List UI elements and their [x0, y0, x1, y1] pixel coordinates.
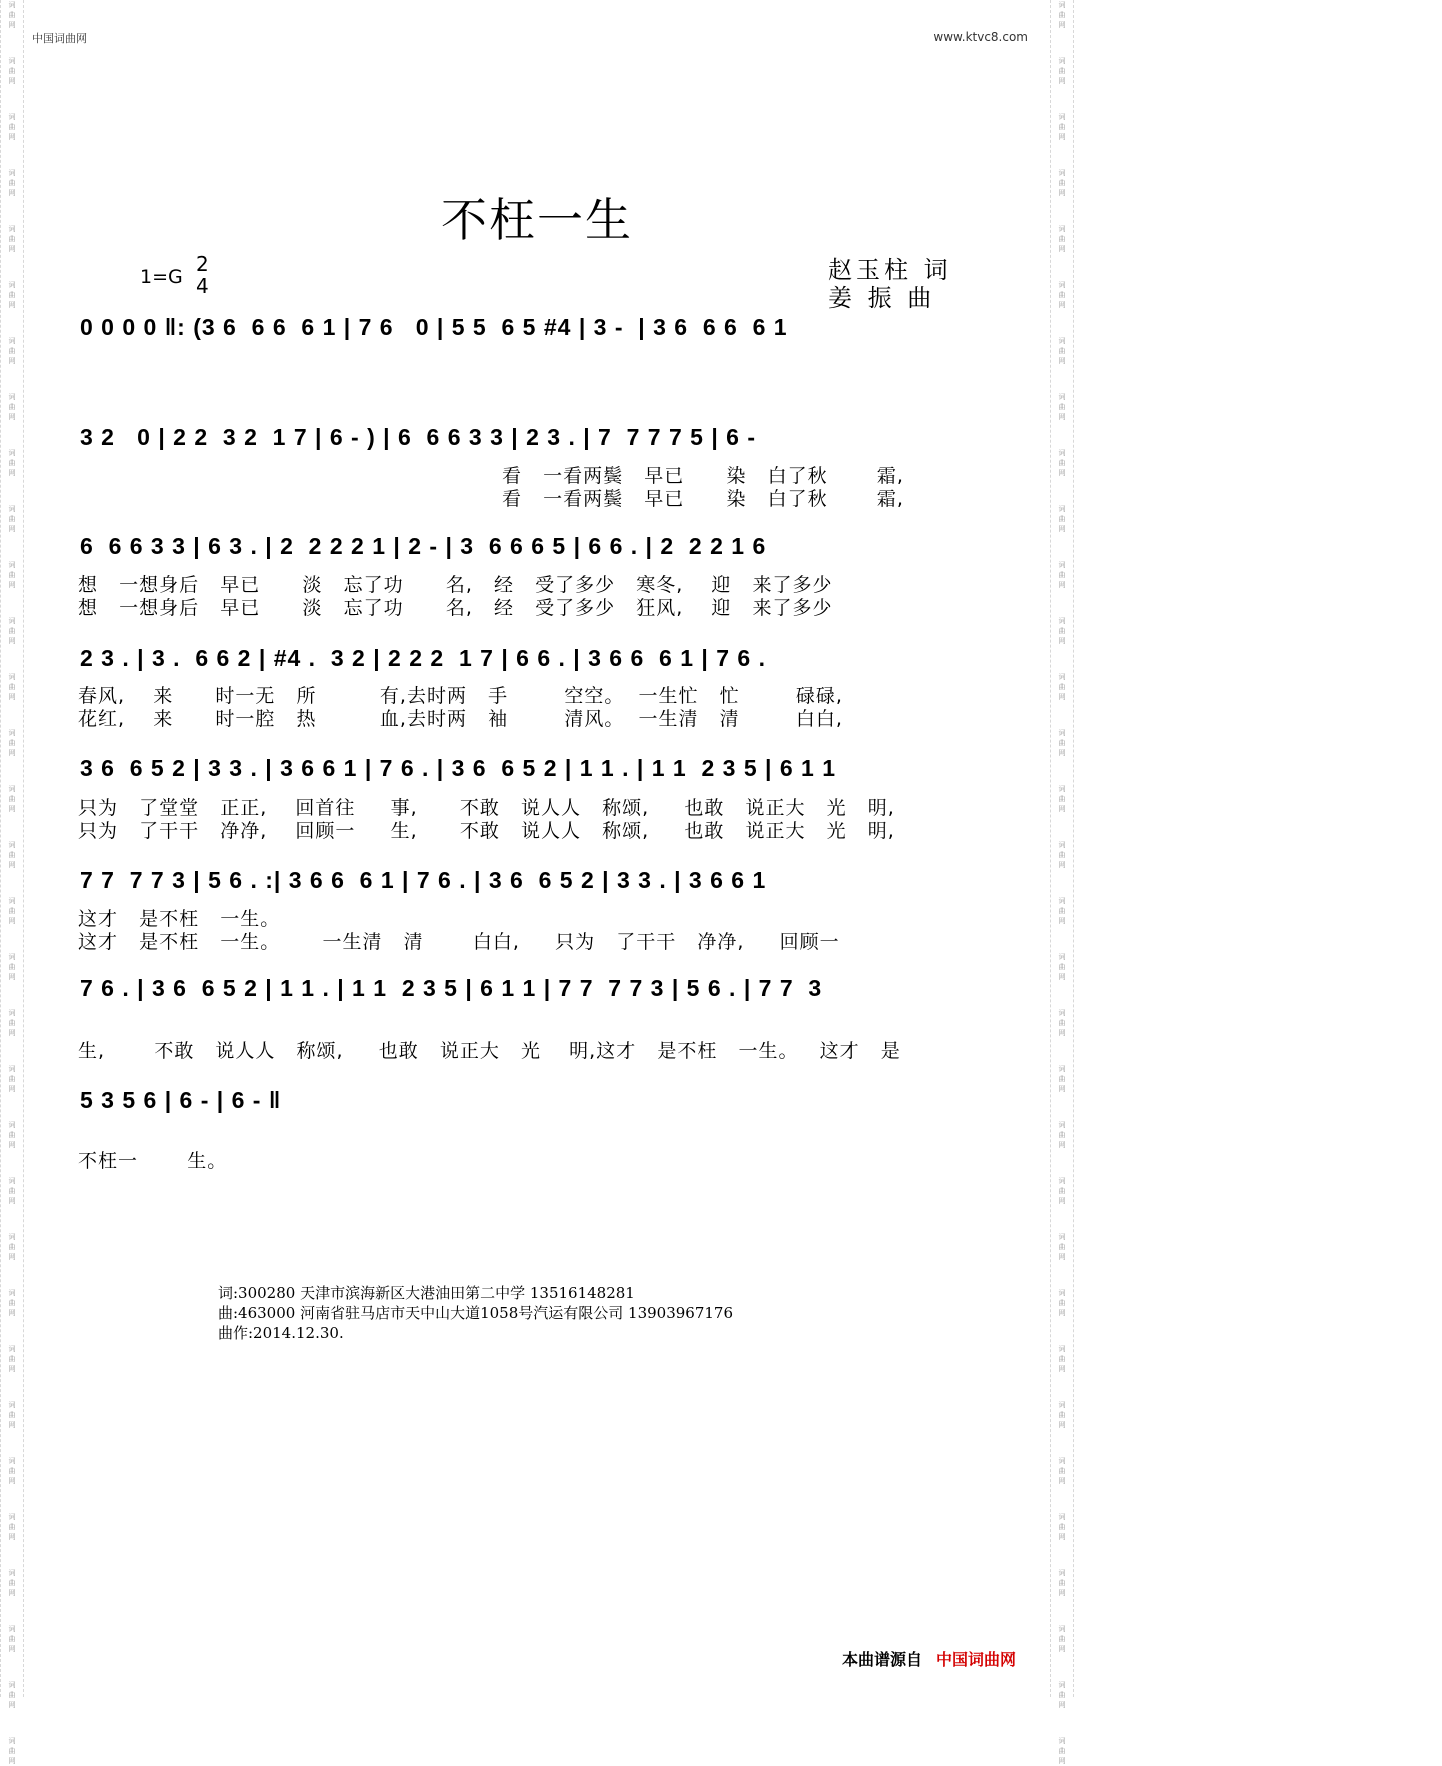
- watermark-text: 词 曲 网: [8, 1457, 16, 1485]
- watermark-text: 词 曲 网: [1058, 505, 1066, 533]
- watermark-text: 词 曲 网: [1058, 1, 1066, 29]
- lyric-row-5-verse-1: 这才 是不枉 一生。: [78, 908, 281, 930]
- watermark-text: 词 曲 网: [8, 1065, 16, 1093]
- left-watermark-strip: [0, 0, 24, 1765]
- watermark-text: 词 曲 网: [8, 225, 16, 253]
- watermark-text: 词 曲 网: [8, 561, 16, 589]
- meter-bottom: 4: [196, 274, 209, 298]
- staff-row-6: 7 7 7 7 3 | 5 6 . :| 3 6 6 6 1 | 7 6 . | 3 6 6 5 2 | 3 3 . | 3 6 6 1: [80, 867, 767, 893]
- watermark-text: 词 曲 网: [8, 113, 16, 141]
- watermark-text: 词 曲 网: [1058, 1121, 1066, 1149]
- watermark-text: 词 曲 网: [8, 729, 16, 757]
- staff-row-2: 3 2 0 | 2 2 3 2 1 7 | 6 - ) | 6 6 6 3 3 | 2 3 . | 7 7 7 7 5 | 6 -: [80, 424, 757, 450]
- watermark-text: 词 曲 网: [8, 1625, 16, 1653]
- watermark-text: 词 曲 网: [1058, 225, 1066, 253]
- key-signature: 1=G: [140, 266, 183, 288]
- time-signature: [196, 253, 209, 297]
- watermark-text: 词 曲 网: [8, 449, 16, 477]
- watermark-text: 词 曲 网: [8, 617, 16, 645]
- watermark-text: 词 曲 网: [8, 393, 16, 421]
- watermark-text: 词 曲 网: [8, 57, 16, 85]
- watermark-text: 词 曲 网: [1058, 1065, 1066, 1093]
- staff-row-4: 2 3 . | 3 . 6 6 2 | #4 . 3 2 | 2 2 2 1 7 | 6 6 . | 3 6 6 6 1 | 7 6 .: [80, 645, 766, 671]
- lyric-row-5-verse-2: 这才 是不枉 一生。 一生清 清 白白, 只为 了干干 净净, 回顾一: [78, 931, 840, 953]
- lyric-row-7: 不枉一 生。: [78, 1150, 228, 1172]
- watermark-text: 词 曲 网: [1058, 1737, 1066, 1765]
- watermark-text: 词 曲 网: [8, 505, 16, 533]
- source-label: 本曲谱源自: [841, 1650, 922, 1669]
- watermark-text: 词 曲 网: [1058, 1289, 1066, 1317]
- watermark-text: 词 曲 网: [1058, 1681, 1066, 1709]
- lyric-row-4-verse-1: 只为 了堂堂 正正, 回首往 事, 不敢 说人人 称颂, 也敢 说正大 光 明,: [78, 797, 895, 819]
- watermark-text: 词 曲 网: [8, 1121, 16, 1149]
- watermark-text: 词 曲 网: [8, 673, 16, 701]
- watermark-text: 词 曲 网: [1058, 449, 1066, 477]
- contact-info: [218, 1283, 733, 1343]
- watermark-text: 词 曲 网: [1058, 1401, 1066, 1429]
- right-watermark-strip: [1050, 0, 1074, 1765]
- lyric-row-2-verse-1: 想 一想身后 早已 淡 忘了功 名, 经 受了多少 寒冬, 迎 来了多少: [78, 574, 833, 596]
- lyric-row-4-verse-2: 只为 了干干 净净, 回顾一 生, 不敢 说人人 称颂, 也敢 说正大 光 明,: [78, 820, 895, 842]
- lyricist-contact: 词:300280 天津市滨海新区大港油田第二中学 13516148281: [218, 1284, 635, 1302]
- lyric-row-3-verse-2: 花红, 来 时一腔 热 血,去时两 袖 清风。 一生清 清 白白,: [78, 708, 843, 730]
- lyric-row-6: 生, 不敢 说人人 称颂, 也敢 说正大 光 明,这才 是不枉 一生。 这才 是: [78, 1040, 901, 1062]
- watermark-text: 词 曲 网: [8, 841, 16, 869]
- watermark-text: 词 曲 网: [1058, 393, 1066, 421]
- watermark-text: 词 曲 网: [8, 897, 16, 925]
- lyric-row-1-verse-1: 看 一看两鬓 早已 染 白了秋 霜,: [502, 465, 904, 487]
- watermark-text: 词 曲 网: [8, 1681, 16, 1709]
- lyricist-credit: 赵玉柱 词: [828, 256, 952, 284]
- composer-contact: 曲:463000 河南省驻马店市天中山大道1058号汽运有限公司 13903967176: [218, 1304, 734, 1322]
- watermark-text: 词 曲 网: [1058, 1625, 1066, 1653]
- watermark-text: 词 曲 网: [8, 953, 16, 981]
- watermark-text: 词 曲 网: [8, 1009, 16, 1037]
- watermark-text: 词 曲 网: [8, 337, 16, 365]
- watermark-text: 词 曲 网: [1058, 729, 1066, 757]
- staff-row-5: 3 6 6 5 2 | 3 3 . | 3 6 6 1 | 7 6 . | 3 6 6 5 2 | 1 1 . | 1 1 2 3 5 | 6 1 1: [80, 755, 836, 781]
- watermark-text: 词 曲 网: [1058, 57, 1066, 85]
- watermark-text: 词 曲 网: [8, 1401, 16, 1429]
- source-credit: [842, 1647, 1016, 1670]
- source-brand-link[interactable]: 中国词曲网: [935, 1650, 1016, 1669]
- watermark-text: 词 曲 网: [1058, 1233, 1066, 1261]
- watermark-text: 词 曲 网: [1058, 1569, 1066, 1597]
- watermark-text: 词 曲 网: [1058, 897, 1066, 925]
- watermark-text: 词 曲 网: [1058, 1345, 1066, 1373]
- watermark-text: 词 曲 网: [1058, 1177, 1066, 1205]
- song-title: 不枉一生: [441, 193, 633, 247]
- site-watermark-right: www.ktvc8.com: [933, 30, 1028, 44]
- staff-row-8: 5 3 5 6 | 6 - | 6 - ‖: [80, 1087, 282, 1113]
- watermark-text: 词 曲 网: [8, 169, 16, 197]
- watermark-text: 词 曲 网: [8, 1177, 16, 1205]
- watermark-text: 词 曲 网: [8, 1513, 16, 1541]
- site-watermark-left: 中国词曲网: [32, 32, 87, 45]
- watermark-text: 词 曲 网: [1058, 841, 1066, 869]
- watermark-text: 词 曲 网: [8, 281, 16, 309]
- staff-row-3: 6 6 6 3 3 | 6 3 . | 2 2 2 2 1 | 2 - | 3 6 6 6 5 | 6 6 . | 2 2 2 1 6: [80, 533, 767, 559]
- watermark-text: 词 曲 网: [8, 1289, 16, 1317]
- staff-row-1: 0 0 0 0 ‖: (3 6 6 6 6 1 | 7 6 0 | 5 5 6 5 #4 | 3 - | 3 6 6 6 6 1: [80, 314, 788, 340]
- staff-row-7: 7 6 . | 3 6 6 5 2 | 1 1 . | 1 1 2 3 5 | 6 1 1 | 7 7 7 7 3 | 5 6 . | 7 7 3: [80, 975, 823, 1001]
- watermark-text: 词 曲 网: [1058, 113, 1066, 141]
- watermark-text: 词 曲 网: [1058, 673, 1066, 701]
- watermark-text: 词 曲 网: [1058, 785, 1066, 813]
- watermark-text: 词 曲 网: [1058, 1457, 1066, 1485]
- watermark-text: 词 曲 网: [8, 1345, 16, 1373]
- watermark-text: 词 曲 网: [1058, 281, 1066, 309]
- watermark-text: 词 曲 网: [1058, 617, 1066, 645]
- watermark-text: 词 曲 网: [8, 785, 16, 813]
- lyric-row-2-verse-2: 想 一想身后 早已 淡 忘了功 名, 经 受了多少 狂风, 迎 来了多少: [78, 597, 833, 619]
- composer-credit: 姜 振 曲: [828, 284, 936, 312]
- lyric-row-1-verse-2: 看 一看两鬓 早已 染 白了秋 霜,: [502, 488, 904, 510]
- watermark-text: 词 曲 网: [8, 1233, 16, 1261]
- lyric-row-3-verse-1: 春风, 来 时一无 所 有,去时两 手 空空。 一生忙 忙 碌碌,: [78, 685, 843, 707]
- watermark-text: 词 曲 网: [1058, 561, 1066, 589]
- watermark-text: 词 曲 网: [1058, 953, 1066, 981]
- watermark-text: 词 曲 网: [1058, 169, 1066, 197]
- watermark-text: 词 曲 网: [1058, 1513, 1066, 1541]
- watermark-text: 词 曲 网: [1058, 1009, 1066, 1037]
- meter-top: 2: [196, 252, 209, 276]
- watermark-text: 词 曲 网: [8, 1737, 16, 1765]
- watermark-text: 词 曲 网: [8, 1, 16, 29]
- watermark-text: 词 曲 网: [1058, 337, 1066, 365]
- composition-date: 曲作:2014.12.30.: [218, 1324, 344, 1342]
- watermark-text: 词 曲 网: [8, 1569, 16, 1597]
